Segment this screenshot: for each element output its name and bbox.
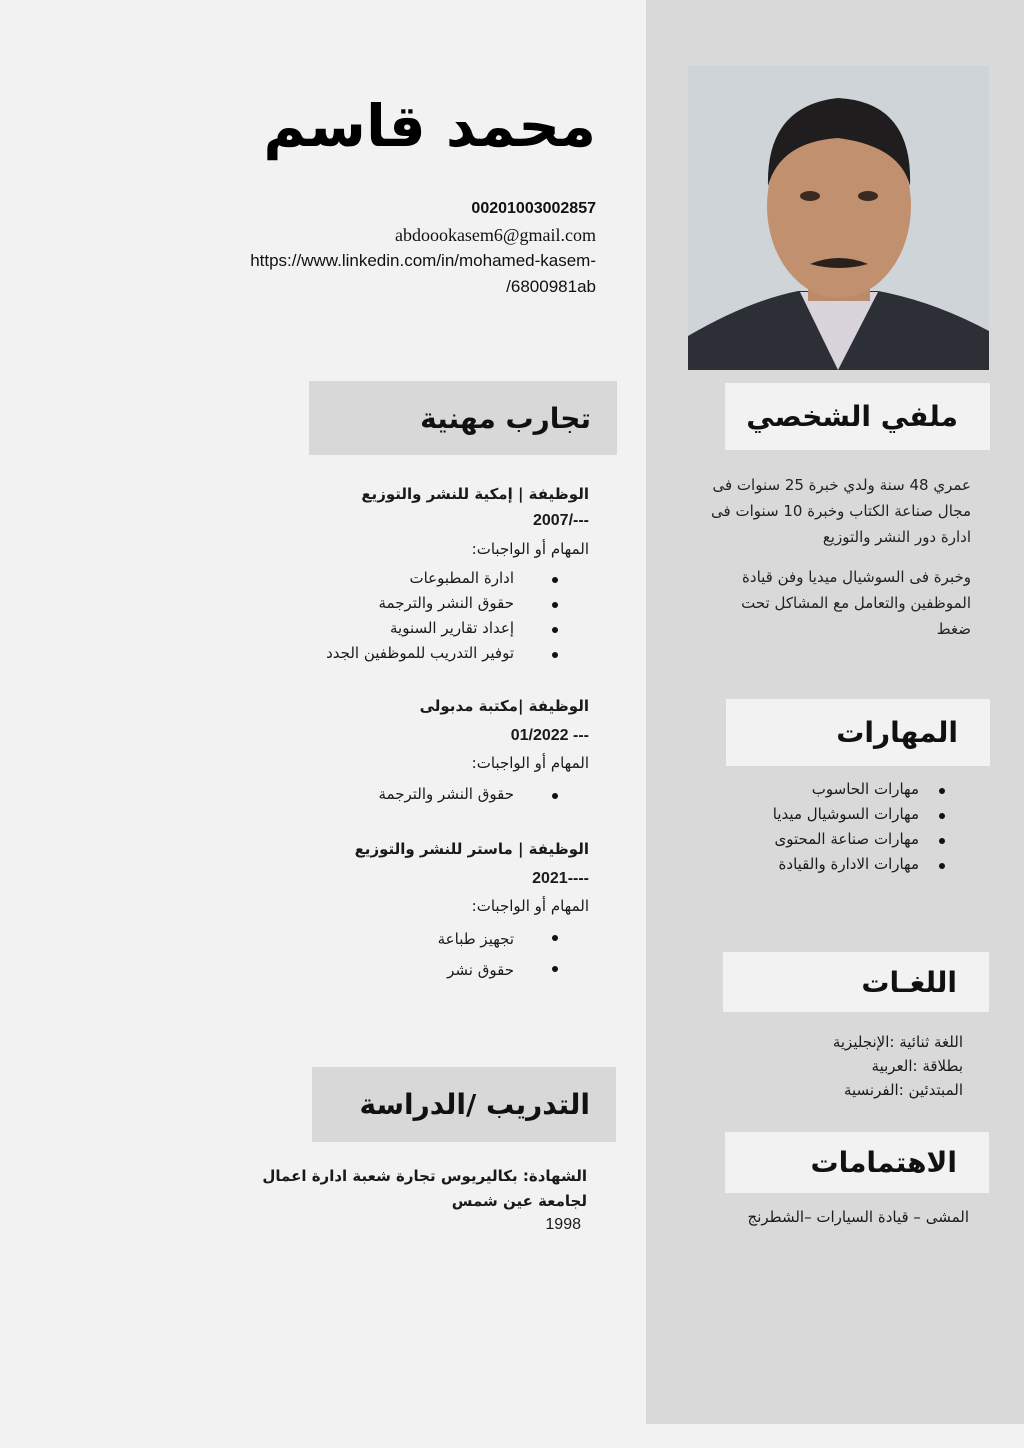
linkedin-url-line2[interactable]: /6800981ab <box>506 277 596 296</box>
job-date: 2007/--- <box>532 512 589 529</box>
list-item: مهارات صناعة المحتوى <box>695 827 945 852</box>
profile-paragraph-1: عمري 48 سنة ولدي خبرة 25 سنوات فى مجال صناعة الكتاب وخبرة 10 سنوات فى ادارة دور النشر والتوزيع <box>711 476 971 546</box>
language-item: اللغة ثنائية :الإنجليزية <box>832 1033 963 1051</box>
profile-photo <box>688 66 989 370</box>
education-university: لجامعة عين شمس <box>451 1192 587 1210</box>
interests-heading: الاهتمامات <box>725 1132 989 1193</box>
education-degree: الشهادة: بكاليريوس تجارة شعبة ادارة اعمال <box>262 1167 587 1185</box>
tasks-label: المهام أو الواجبات: <box>471 754 589 772</box>
duties-list <box>258 782 558 807</box>
experience-heading: تجارب مهنية <box>309 381 617 455</box>
languages-heading: اللغـات <box>723 952 989 1012</box>
job-title: الوظيفة | ماستر للنشر والتوزيع <box>354 840 589 858</box>
job-title: الوظيفة | إمكية للنشر والتوزيع <box>361 485 589 503</box>
phone-number: 00201003002857 <box>471 200 596 217</box>
language-item: المبتدئين :الفرنسية <box>843 1081 963 1099</box>
skills-list <box>695 777 945 877</box>
list-item: تجهيز طباعة <box>258 924 558 955</box>
contact-block <box>166 196 596 300</box>
language-item: بطلاقة :العربية <box>871 1057 963 1075</box>
skills-heading: المهارات <box>726 699 990 766</box>
profile-paragraph-2: وخبرة فى السوشيال ميديا وفن قيادة الموظفين والتعامل مع المشاكل تحت ضغط <box>741 568 971 638</box>
job-date: 01/2022 --- <box>510 727 589 744</box>
tasks-label: المهام أو الواجبات: <box>471 540 589 558</box>
list-item: ادارة المطبوعات <box>258 566 558 591</box>
list-item: حقوق نشر <box>258 955 558 986</box>
profile-heading: ملفي الشخصي <box>725 383 990 450</box>
job-date: 2021---- <box>532 870 589 887</box>
list-item: حقوق النشر والترجمة <box>258 591 558 616</box>
languages-list <box>733 1030 963 1102</box>
list-item: توفير التدريب للموظفين الجدد <box>258 641 558 666</box>
job-title: الوظيفة |مكتبة مدبولى <box>419 697 589 715</box>
applicant-name: محمد قاسم <box>263 92 596 160</box>
list-item: مهارات السوشيال ميديا <box>695 802 945 827</box>
education-year: 1998 <box>545 1216 581 1233</box>
duties-list <box>258 924 558 986</box>
list-item: مهارات الادارة والقيادة <box>695 852 945 877</box>
list-item: إعداد تقارير السنوية <box>258 616 558 641</box>
linkedin-url-line1[interactable]: https://www.linkedin.com/in/mohamed-kasem- <box>250 251 596 270</box>
education-heading: التدريب /الدراسة <box>312 1067 616 1142</box>
list-item: حقوق النشر والترجمة <box>258 782 558 807</box>
tasks-label: المهام أو الواجبات: <box>471 897 589 915</box>
duties-list <box>258 566 558 666</box>
interests-text: المشى – قيادة السيارات –الشطرنج <box>747 1208 969 1226</box>
list-item: مهارات الحاسوب <box>695 777 945 802</box>
email-address[interactable]: abdoookasem6@gmail.com <box>394 225 596 245</box>
